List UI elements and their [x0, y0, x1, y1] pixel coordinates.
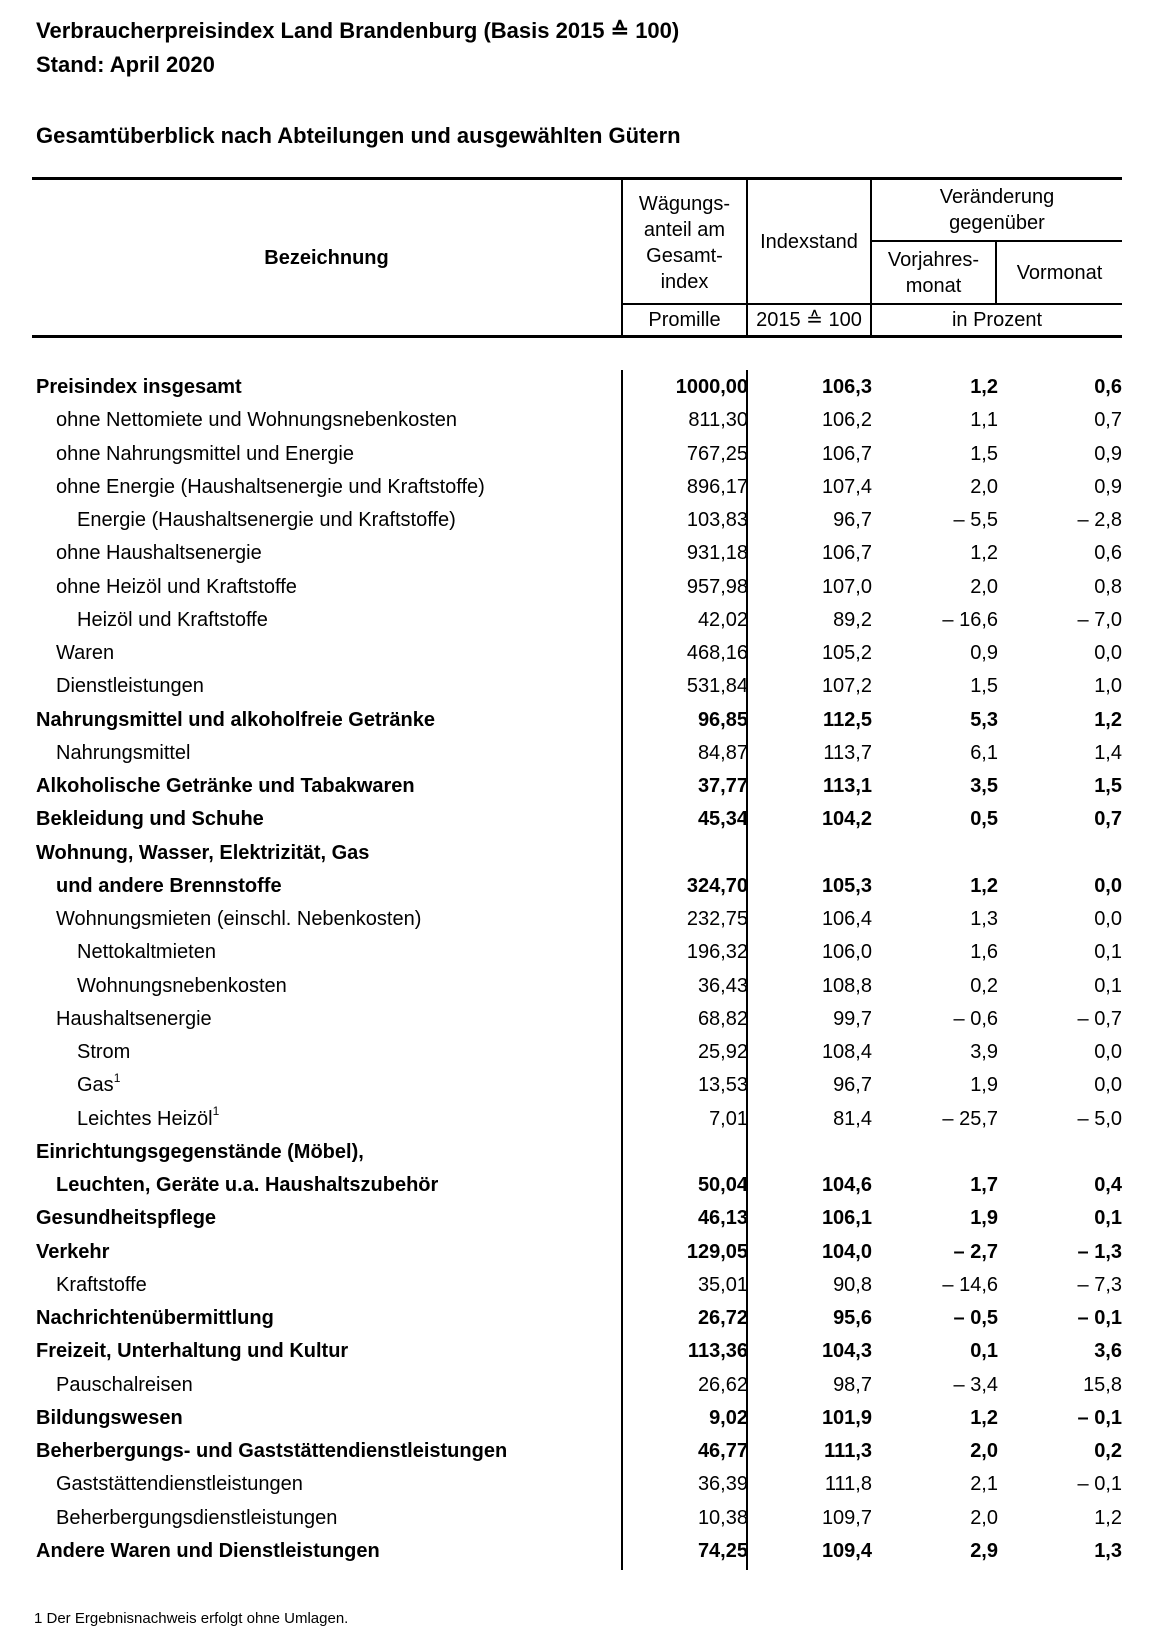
- cell-waegungsanteil: 113,36: [687, 1340, 748, 1363]
- unit-basis: 2015 ≙ 100: [756, 309, 862, 331]
- cell-vormonat: 0,0: [1094, 908, 1122, 930]
- cell-indexstand: 107,0: [821, 575, 872, 598]
- cell-indexstand: 81,4: [833, 1107, 872, 1130]
- cell-indexstand: 96,7: [833, 509, 872, 531]
- row-label: [56, 903, 421, 936]
- cell-vorjahresmonat: 0,2: [970, 974, 998, 997]
- cell-waegungsanteil: 468,16: [686, 642, 748, 664]
- cell-waegungsanteil: 103,83: [686, 509, 748, 531]
- cell-waegungsanteil: 896,17: [686, 475, 748, 498]
- row-label: [56, 1169, 438, 1202]
- header-bezeichnung: Bezeichnung: [264, 246, 389, 269]
- table-row: [0, 1103, 1154, 1136]
- cell-indexstand: 99,7: [833, 1007, 872, 1030]
- row-label: [36, 1302, 274, 1335]
- row-label: [77, 970, 287, 1003]
- cell-indexstand: 111,8: [824, 1473, 872, 1496]
- cell-waegungsanteil: 1000,00: [675, 376, 748, 398]
- row-label: [56, 1369, 193, 1402]
- row-label: [56, 737, 191, 770]
- cell-indexstand: 106,7: [821, 542, 872, 565]
- table-row: [0, 404, 1154, 437]
- row-label: [77, 1103, 219, 1136]
- row-label: [36, 1402, 183, 1435]
- cell-vorjahresmonat: – 0,6: [953, 1007, 998, 1030]
- cell-vormonat: 0,9: [1094, 442, 1122, 465]
- header-waegungsanteil-text: Wägungs- anteil am Gesamt- index: [638, 192, 731, 293]
- row-label: [36, 770, 415, 803]
- row-label: [56, 1468, 303, 1501]
- cell-indexstand: 113,7: [823, 741, 872, 764]
- cell-indexstand: 104,0: [821, 1240, 872, 1263]
- cell-indexstand: 109,4: [821, 1539, 872, 1562]
- row-label: [36, 371, 242, 404]
- cell-vorjahresmonat: [888, 1136, 998, 1169]
- table-row: [0, 770, 1154, 803]
- row-label: [56, 537, 262, 570]
- row-label-text: und andere Brennstoffe: [56, 874, 282, 897]
- row-label: [56, 438, 354, 471]
- cell-indexstand: 104,3: [821, 1340, 872, 1363]
- cell-indexstand: 111,3: [824, 1440, 872, 1462]
- row-label-text: Heizöl und Kraftstoffe: [77, 608, 268, 631]
- header-vorjahresmonat-text: Vorjahres- monat: [887, 248, 980, 297]
- cell-vormonat: 0,1: [1094, 1207, 1122, 1230]
- cell-vormonat: 0,1: [1094, 974, 1122, 997]
- table-subtitle: Gesamtüberblick nach Abteilungen und ausgewählten Gütern: [36, 123, 681, 148]
- cell-waegungsanteil: 46,13: [697, 1207, 748, 1230]
- table-row: [0, 637, 1154, 670]
- cell-waegungsanteil: 13,53: [697, 1074, 748, 1097]
- row-label-text: Haushaltsenergie: [56, 1007, 212, 1030]
- cell-vorjahresmonat: 0,5: [970, 808, 998, 831]
- cell-indexstand: 106,3: [821, 376, 872, 398]
- row-label-text: Beherbergungsdienstleistungen: [56, 1506, 338, 1529]
- cell-indexstand: 98,7: [833, 1373, 872, 1396]
- cell-waegungsanteil: 84,87: [697, 741, 748, 764]
- table-row: [0, 1302, 1154, 1335]
- cell-waegungsanteil: 7,01: [709, 1107, 748, 1130]
- cell-vorjahresmonat: 0,1: [970, 1340, 998, 1363]
- cell-vormonat: 1,0: [1094, 675, 1122, 698]
- cell-vormonat: – 7,3: [1077, 1273, 1122, 1296]
- cell-waegungsanteil: 26,62: [697, 1373, 748, 1396]
- header-indexstand: Indexstand: [760, 230, 858, 253]
- cell-vorjahresmonat: 1,2: [970, 376, 998, 398]
- cell-vormonat: 0,7: [1094, 409, 1122, 432]
- table-row: [0, 936, 1154, 969]
- cell-vorjahresmonat: 2,0: [970, 475, 998, 498]
- row-label: [36, 837, 369, 870]
- cell-indexstand: 101,9: [821, 1406, 872, 1429]
- row-label: [56, 670, 204, 703]
- table-row: [0, 1335, 1154, 1368]
- row-label-text: Bildungswesen: [36, 1406, 183, 1429]
- row-label-text: ohne Haushaltsenergie: [56, 542, 262, 565]
- cell-waegungsanteil: 129,05: [686, 1240, 748, 1263]
- row-label-text: ohne Heizöl und Kraftstoffe: [56, 575, 297, 598]
- row-label: [77, 1036, 130, 1069]
- row-label-text: Kraftstoffe: [56, 1273, 147, 1296]
- table-row: [0, 1003, 1154, 1036]
- cell-vorjahresmonat: – 0,5: [953, 1307, 998, 1329]
- cell-vormonat: 1,3: [1094, 1539, 1122, 1562]
- table-row: [0, 1502, 1154, 1535]
- row-label: [56, 1502, 337, 1535]
- cell-vormonat: 0,6: [1094, 376, 1122, 398]
- cell-vormonat: 0,2: [1094, 1440, 1122, 1462]
- cell-vormonat: 0,0: [1094, 642, 1122, 664]
- cell-indexstand: 105,2: [821, 642, 872, 664]
- cell-waegungsanteil: 45,34: [697, 808, 748, 831]
- cell-vormonat: – 5,0: [1077, 1107, 1122, 1130]
- row-label-text: Dienstleistungen: [56, 675, 204, 698]
- cell-vormonat: – 0,1: [1077, 1473, 1122, 1496]
- cell-waegungsanteil: 36,39: [697, 1473, 748, 1496]
- cell-vorjahresmonat: – 14,6: [942, 1273, 998, 1296]
- cell-indexstand: 108,4: [821, 1041, 872, 1063]
- cell-vorjahresmonat: 1,6: [970, 941, 998, 964]
- cell-vorjahresmonat: 5,3: [970, 708, 998, 731]
- table-row: [0, 1269, 1154, 1302]
- cell-vormonat: 0,9: [1094, 475, 1122, 498]
- cell-vorjahresmonat: – 16,6: [942, 608, 998, 631]
- cell-vorjahresmonat: 3,5: [970, 775, 998, 797]
- row-label-text: Wohnung, Wasser, Elektrizität, Gas: [36, 841, 370, 864]
- cell-vorjahresmonat: – 2,7: [953, 1240, 998, 1263]
- cell-vorjahresmonat: 1,9: [970, 1207, 998, 1230]
- table-row: [0, 571, 1154, 604]
- cell-waegungsanteil: [628, 837, 748, 870]
- row-label-text: Leuchten, Geräte u.a. Haushaltszubehör: [56, 1174, 439, 1196]
- cell-vorjahresmonat: 2,0: [970, 1440, 998, 1462]
- cell-vorjahresmonat: – 25,7: [942, 1107, 998, 1130]
- table-row: [0, 1069, 1154, 1102]
- cell-waegungsanteil: 25,92: [697, 1041, 748, 1063]
- table-row: [0, 504, 1154, 537]
- row-label: [36, 1335, 348, 1368]
- row-label-text: Gas: [77, 1074, 114, 1097]
- cell-indexstand: 112,5: [823, 708, 872, 731]
- cell-vorjahresmonat: 2,1: [970, 1473, 998, 1496]
- row-label-text: Nettokaltmieten: [77, 941, 216, 964]
- row-label: [36, 704, 435, 737]
- cell-waegungsanteil: 957,98: [686, 575, 748, 598]
- cell-vormonat: 0,4: [1094, 1174, 1122, 1196]
- row-label-text: Waren: [56, 642, 115, 664]
- cell-waegungsanteil: 931,18: [686, 542, 748, 565]
- row-label-text: Wohnungsmieten (einschl. Nebenkosten): [56, 908, 422, 930]
- row-label-text: Strom: [77, 1041, 131, 1063]
- table-row: [0, 670, 1154, 703]
- cell-waegungsanteil: 46,77: [697, 1440, 748, 1462]
- cell-vormonat: 15,8: [1083, 1373, 1122, 1396]
- table-row: [0, 1468, 1154, 1501]
- table-row: [0, 903, 1154, 936]
- cell-vormonat: 0,1: [1094, 941, 1122, 964]
- cell-vorjahresmonat: 3,9: [970, 1041, 998, 1063]
- cell-vormonat: 1,5: [1094, 775, 1122, 797]
- cell-indexstand: 106,1: [821, 1207, 872, 1230]
- table-row: [0, 1036, 1154, 1069]
- header-bottom-rule: [32, 335, 1122, 338]
- cell-waegungsanteil: 10,38: [697, 1506, 748, 1529]
- cell-vorjahresmonat: 1,7: [970, 1174, 998, 1196]
- cell-waegungsanteil: 26,72: [697, 1307, 748, 1329]
- cell-waegungsanteil: [628, 1136, 748, 1169]
- table-row: [0, 371, 1154, 404]
- cell-vorjahresmonat: – 3,4: [953, 1373, 998, 1396]
- row-label: [77, 604, 268, 637]
- cell-vorjahresmonat: 1,2: [970, 542, 998, 565]
- cell-indexstand: 90,8: [833, 1273, 872, 1296]
- header-waegungsanteil: [623, 182, 746, 303]
- cell-vorjahresmonat: 0,9: [970, 642, 998, 664]
- row-label: [56, 404, 457, 437]
- cell-indexstand: 107,2: [821, 675, 872, 698]
- cell-vorjahresmonat: 2,0: [970, 1506, 998, 1529]
- cell-indexstand: 109,7: [821, 1506, 872, 1529]
- footnote-marker: 1: [113, 1070, 121, 1085]
- cell-vormonat: 0,6: [1094, 542, 1122, 565]
- row-label: [36, 1236, 109, 1269]
- cell-indexstand: 106,2: [821, 409, 872, 432]
- table-row: [0, 1369, 1154, 1402]
- cell-waegungsanteil: 196,32: [686, 941, 748, 964]
- row-label: [56, 1269, 147, 1302]
- row-label: [36, 1136, 364, 1169]
- cell-waegungsanteil: 9,02: [709, 1406, 748, 1429]
- cell-indexstand: [762, 837, 872, 870]
- row-label-text: Verkehr: [36, 1240, 110, 1263]
- cell-indexstand: 107,4: [821, 475, 872, 498]
- cell-waegungsanteil: 96,85: [697, 708, 748, 731]
- cell-vormonat: – 0,1: [1077, 1406, 1122, 1429]
- footnote: 1 Der Ergebnisnachweis erfolgt ohne Umlagen.: [34, 1610, 349, 1627]
- row-label-text: Freizeit, Unterhaltung und Kultur: [36, 1340, 349, 1363]
- cell-waegungsanteil: 42,02: [697, 608, 748, 631]
- cell-vorjahresmonat: 1,9: [970, 1074, 998, 1097]
- cell-vorjahresmonat: 1,2: [970, 1406, 998, 1429]
- cell-waegungsanteil: 232,75: [686, 908, 748, 930]
- document-title: Verbraucherpreisindex Land Brandenburg (Basis 2015 ≙ 100): [36, 18, 680, 43]
- table-row: [0, 537, 1154, 570]
- cell-vormonat: [1012, 837, 1122, 870]
- cell-indexstand: 96,7: [833, 1074, 872, 1097]
- row-label: [56, 571, 297, 604]
- table-row: [0, 803, 1154, 836]
- cell-indexstand: 106,7: [821, 442, 872, 465]
- cell-waegungsanteil: 767,25: [686, 442, 748, 465]
- cell-vorjahresmonat: – 5,5: [953, 509, 998, 531]
- cell-indexstand: 104,2: [821, 808, 872, 831]
- row-label: [56, 471, 485, 504]
- cell-vorjahresmonat: 6,1: [970, 741, 998, 764]
- cell-vormonat: 0,8: [1094, 575, 1122, 598]
- row-label-text: Andere Waren und Dienstleistungen: [36, 1539, 380, 1562]
- row-label: [56, 1003, 212, 1036]
- row-label-text: ohne Nettomiete und Wohnungsnebenkosten: [56, 409, 458, 432]
- row-label-text: Nahrungsmittel und alkoholfreie Getränke: [36, 708, 435, 731]
- cell-vormonat: – 0,7: [1077, 1007, 1122, 1030]
- table-row: [0, 1136, 1154, 1169]
- cell-vormonat: 1,4: [1094, 741, 1122, 764]
- header-veraenderung: [872, 180, 1122, 240]
- table-row: [0, 737, 1154, 770]
- cell-vorjahresmonat: 2,0: [970, 575, 998, 598]
- cell-waegungsanteil: 36,43: [697, 974, 748, 997]
- row-label-text: ohne Nahrungsmittel und Energie: [56, 442, 354, 465]
- cell-waegungsanteil: 811,30: [688, 409, 748, 432]
- cell-waegungsanteil: 35,01: [697, 1273, 748, 1296]
- row-label: [56, 637, 114, 670]
- cell-vormonat: – 7,0: [1077, 608, 1122, 631]
- table-row: [0, 1236, 1154, 1269]
- cell-vormonat: 0,0: [1094, 874, 1122, 897]
- cell-vorjahresmonat: 1,1: [970, 409, 998, 432]
- cell-vormonat: 0,7: [1094, 808, 1122, 831]
- row-label: [77, 504, 456, 537]
- cell-indexstand: 106,4: [821, 908, 872, 930]
- cell-indexstand: 113,1: [823, 775, 872, 797]
- row-label-text: Einrichtungsgegenstände (Möbel),: [36, 1140, 364, 1163]
- cell-vormonat: – 2,8: [1077, 509, 1122, 531]
- cell-indexstand: 89,2: [833, 608, 872, 631]
- footnote-marker: 1: [212, 1103, 220, 1118]
- cell-vormonat: [1012, 1136, 1122, 1169]
- cell-vormonat: – 0,1: [1077, 1307, 1122, 1329]
- row-label: [36, 1535, 380, 1568]
- row-label: [36, 1202, 216, 1235]
- row-label: [36, 1435, 507, 1468]
- cell-vorjahresmonat: 1,2: [970, 874, 998, 897]
- cell-vormonat: 1,2: [1094, 708, 1122, 731]
- row-label-text: Nachrichtenübermittlung: [36, 1307, 274, 1329]
- table-row: [0, 837, 1154, 870]
- table-row: [0, 438, 1154, 471]
- cell-indexstand: 105,3: [821, 874, 872, 897]
- row-label-text: Preisindex insgesamt: [36, 376, 242, 398]
- table-row: [0, 970, 1154, 1003]
- table-row: [0, 1435, 1154, 1468]
- header-vorjahresmonat: [872, 242, 995, 303]
- row-label-text: ohne Energie (Haushaltsenergie und Kraftstoffe): [56, 475, 485, 498]
- row-label-text: Wohnungsnebenkosten: [77, 974, 287, 997]
- row-label-text: Bekleidung und Schuhe: [36, 808, 264, 831]
- cell-indexstand: 95,6: [833, 1307, 872, 1329]
- cell-vorjahresmonat: [888, 837, 998, 870]
- row-label-text: Nahrungsmittel: [56, 741, 191, 764]
- cell-indexstand: 108,8: [821, 974, 872, 997]
- unit-promille: Promille: [648, 309, 721, 331]
- row-label: [56, 870, 282, 903]
- cell-vormonat: 3,6: [1094, 1340, 1122, 1363]
- table-row: [0, 1402, 1154, 1435]
- cell-vormonat: 0,0: [1094, 1041, 1122, 1063]
- cell-waegungsanteil: 324,70: [686, 874, 748, 897]
- table-row: [0, 870, 1154, 903]
- cell-vormonat: 1,2: [1094, 1506, 1122, 1529]
- document-date: Stand: April 2020: [36, 52, 215, 77]
- row-label-text: Leichtes Heizöl: [77, 1107, 213, 1130]
- cell-waegungsanteil: 68,82: [697, 1007, 748, 1030]
- cell-vormonat: – 1,3: [1077, 1240, 1122, 1263]
- cell-waegungsanteil: 74,25: [697, 1539, 748, 1562]
- row-label-text: Beherbergungs- und Gaststättendienstleistungen: [36, 1440, 508, 1462]
- cell-indexstand: [762, 1136, 872, 1169]
- cell-indexstand: 104,6: [821, 1174, 872, 1196]
- cell-waegungsanteil: 50,04: [697, 1174, 748, 1196]
- row-label-text: Gaststättendienstleistungen: [56, 1473, 303, 1496]
- row-label-text: Gesundheitspflege: [36, 1207, 217, 1230]
- cell-vormonat: 0,0: [1094, 1074, 1122, 1097]
- table-row: [0, 704, 1154, 737]
- cell-vorjahresmonat: 1,5: [970, 442, 998, 465]
- row-label-text: Alkoholische Getränke und Tabakwaren: [36, 775, 415, 797]
- row-label: [36, 803, 264, 836]
- table-row: [0, 604, 1154, 637]
- table-row: [0, 1202, 1154, 1235]
- row-label: [77, 1069, 120, 1102]
- row-label: [77, 936, 216, 969]
- header-veraenderung-text: Veränderung gegenüber: [939, 186, 1055, 234]
- cell-vorjahresmonat: 1,5: [970, 675, 998, 698]
- row-label-text: Pauschalreisen: [56, 1373, 193, 1396]
- cell-indexstand: 106,0: [821, 941, 872, 964]
- cell-waegungsanteil: 531,84: [686, 675, 748, 698]
- header-vormonat: Vormonat: [1016, 261, 1103, 284]
- cell-waegungsanteil: 37,77: [697, 775, 748, 797]
- table-row: [0, 1535, 1154, 1568]
- table-row: [0, 1169, 1154, 1202]
- row-label-text: Energie (Haushaltsenergie und Kraftstoffe): [77, 509, 456, 531]
- table-row: [0, 471, 1154, 504]
- unit-prozent: in Prozent: [951, 309, 1043, 331]
- cell-vorjahresmonat: 1,3: [970, 908, 998, 930]
- cell-vorjahresmonat: 2,9: [970, 1539, 998, 1562]
